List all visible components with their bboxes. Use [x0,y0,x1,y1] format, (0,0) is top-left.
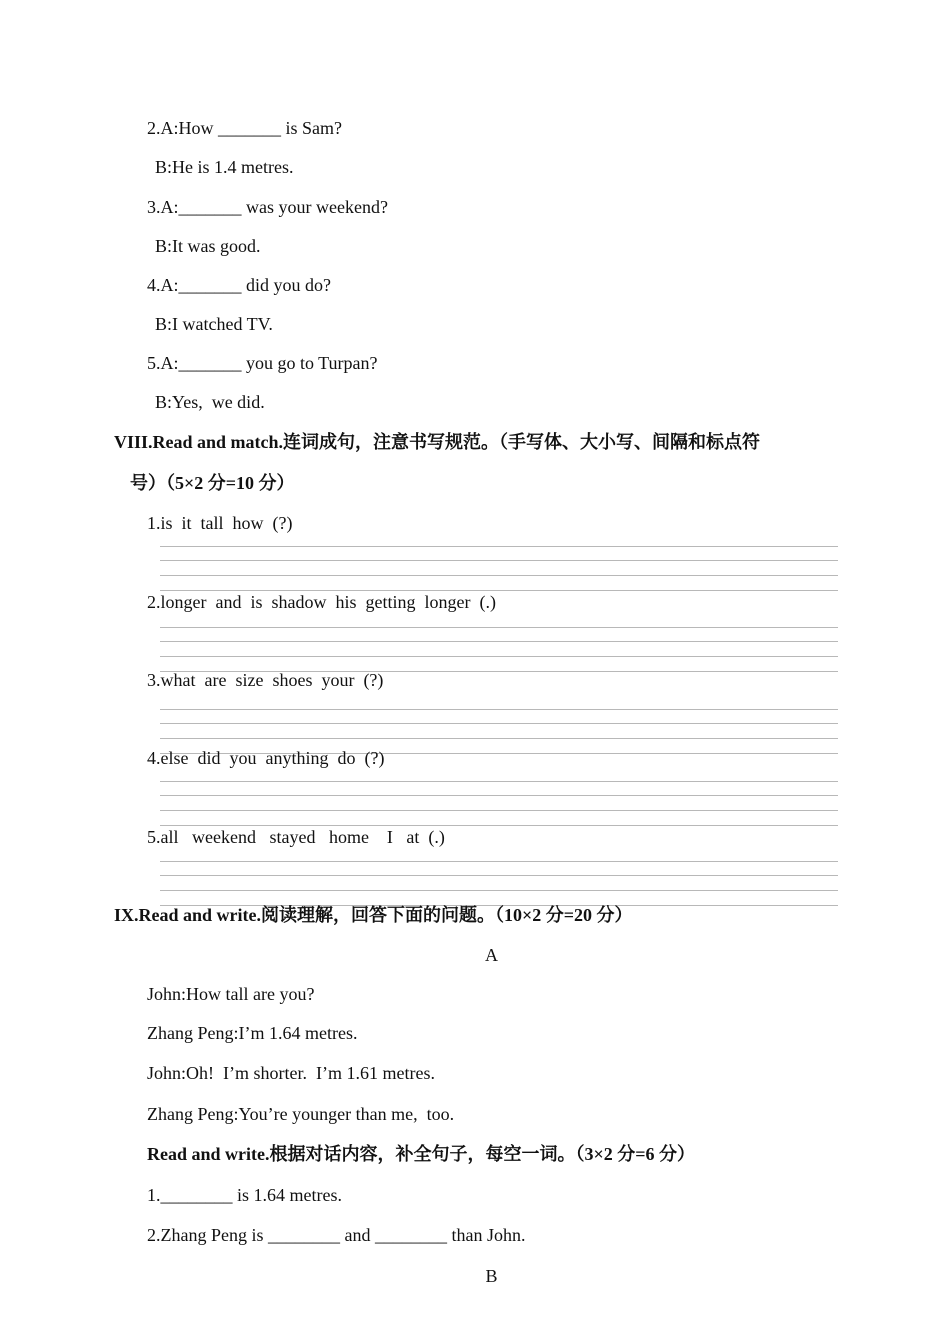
fill-question-1: 1.________ is 1.64 metres. [147,1185,342,1205]
task-heading: Read and write.根据对话内容，补全句子，每空一词。（3×2 分=6 分） [147,1144,696,1164]
q4-a: 4.A:_______ did you do? [147,275,331,295]
sentence-item-5: 5.all weekend stayed home I at (.) [147,827,445,847]
dialogue-line-2: Zhang Peng:I’m 1.64 metres. [147,1023,358,1043]
fill-question-2: 2.Zhang Peng is ________ and ________ than John. [147,1225,526,1245]
section-viii-heading: VIII.Read and match.连词成句，注意书写规范。（手写体、大小写、间隔和标点符 [114,432,761,452]
q5-b: B:Yes, we did. [155,392,265,412]
sentence-item-4: 4.else did you anything do (?) [147,748,385,768]
q4-b: B:I watched TV. [155,314,273,334]
section-viii-heading-cont: 号）（5×2 分=10 分） [130,473,295,493]
q5-a: 5.A:_______ you go to Turpan? [147,353,378,373]
dialogue-line-3: John:Oh! I’m shorter. I’m 1.61 metres. [147,1063,435,1083]
q3-a: 3.A:_______ was your weekend? [147,197,388,217]
sentence-item-3: 3.what are size shoes your (?) [147,670,384,690]
sentence-item-1: 1.is it tall how (?) [147,513,293,533]
dialogue-line-4: Zhang Peng:You’re younger than me, too. [147,1104,455,1124]
q2-a: 2.A:How _______ is Sam? [147,118,342,138]
q3-b: B:It was good. [155,236,261,256]
part-a-label: A [485,945,498,965]
q2-b: B:He is 1.4 metres. [155,157,294,177]
part-b-label: B [485,1266,498,1286]
sentence-item-2: 2.longer and is shadow his getting longer (.) [147,592,496,612]
dialogue-line-1: John:How tall are you? [147,984,315,1004]
section-ix-heading: IX.Read and write.阅读理解，回答下面的问题。（10×2 分=20 分） [114,905,633,925]
